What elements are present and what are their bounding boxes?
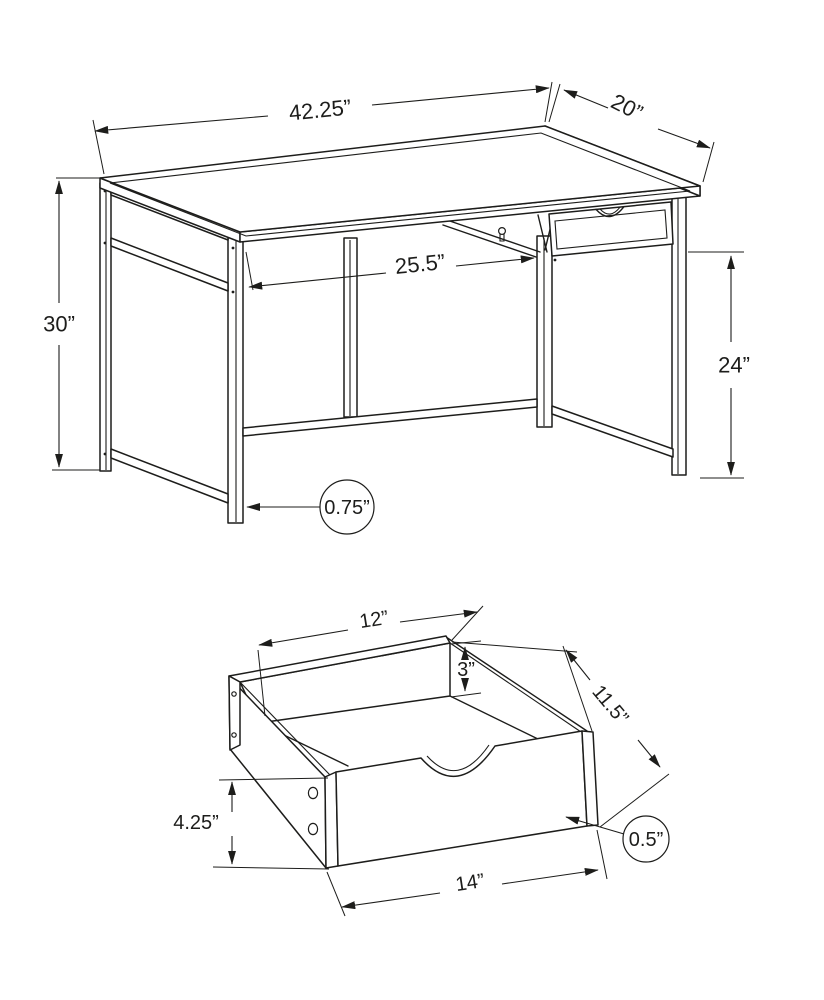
keyhole-bracket [499, 228, 506, 235]
drawer-back-height-label: 3” [457, 659, 475, 681]
drawer-front-width-label: 14” [454, 869, 486, 897]
desk-depth-label: 20” [607, 88, 647, 126]
drawer-front-panel [336, 731, 587, 866]
desk-right-bottom-rail [552, 406, 673, 457]
drawer-floor-right-edge [450, 696, 540, 740]
drawer-back-height-dimension [451, 641, 481, 697]
desk-left-rail [111, 238, 228, 291]
desk-frame-thickness-label: 0.75” [324, 497, 370, 519]
desk-front-right-leg [672, 193, 686, 475]
desk-frame-thickness-callout [247, 480, 374, 534]
desk-width-label: 42.25” [287, 94, 353, 126]
drawer-diagram [173, 606, 669, 916]
drawer-front-height-label: 4.25” [173, 812, 219, 834]
desk-clearance-dimension [688, 252, 750, 478]
desk-clearance-label: 24” [718, 352, 750, 378]
drawer-back-width-label: 12” [358, 606, 390, 634]
drawer-thickness-label: 0.5” [628, 829, 664, 851]
drawer-back-panel-end [229, 676, 240, 750]
desk-drawer-front [549, 202, 673, 256]
desk-left-bottom-stretcher [111, 449, 228, 503]
desk-diagram [43, 82, 750, 534]
desk-height-dimension [43, 178, 100, 470]
desk-opening-label: 25.5” [393, 249, 447, 279]
desk-front-stretcher [243, 399, 537, 436]
desk-opening-dimension [246, 249, 534, 290]
desk-height-label: 30” [43, 311, 75, 337]
drawer-depth-label: 11.5” [587, 681, 633, 729]
